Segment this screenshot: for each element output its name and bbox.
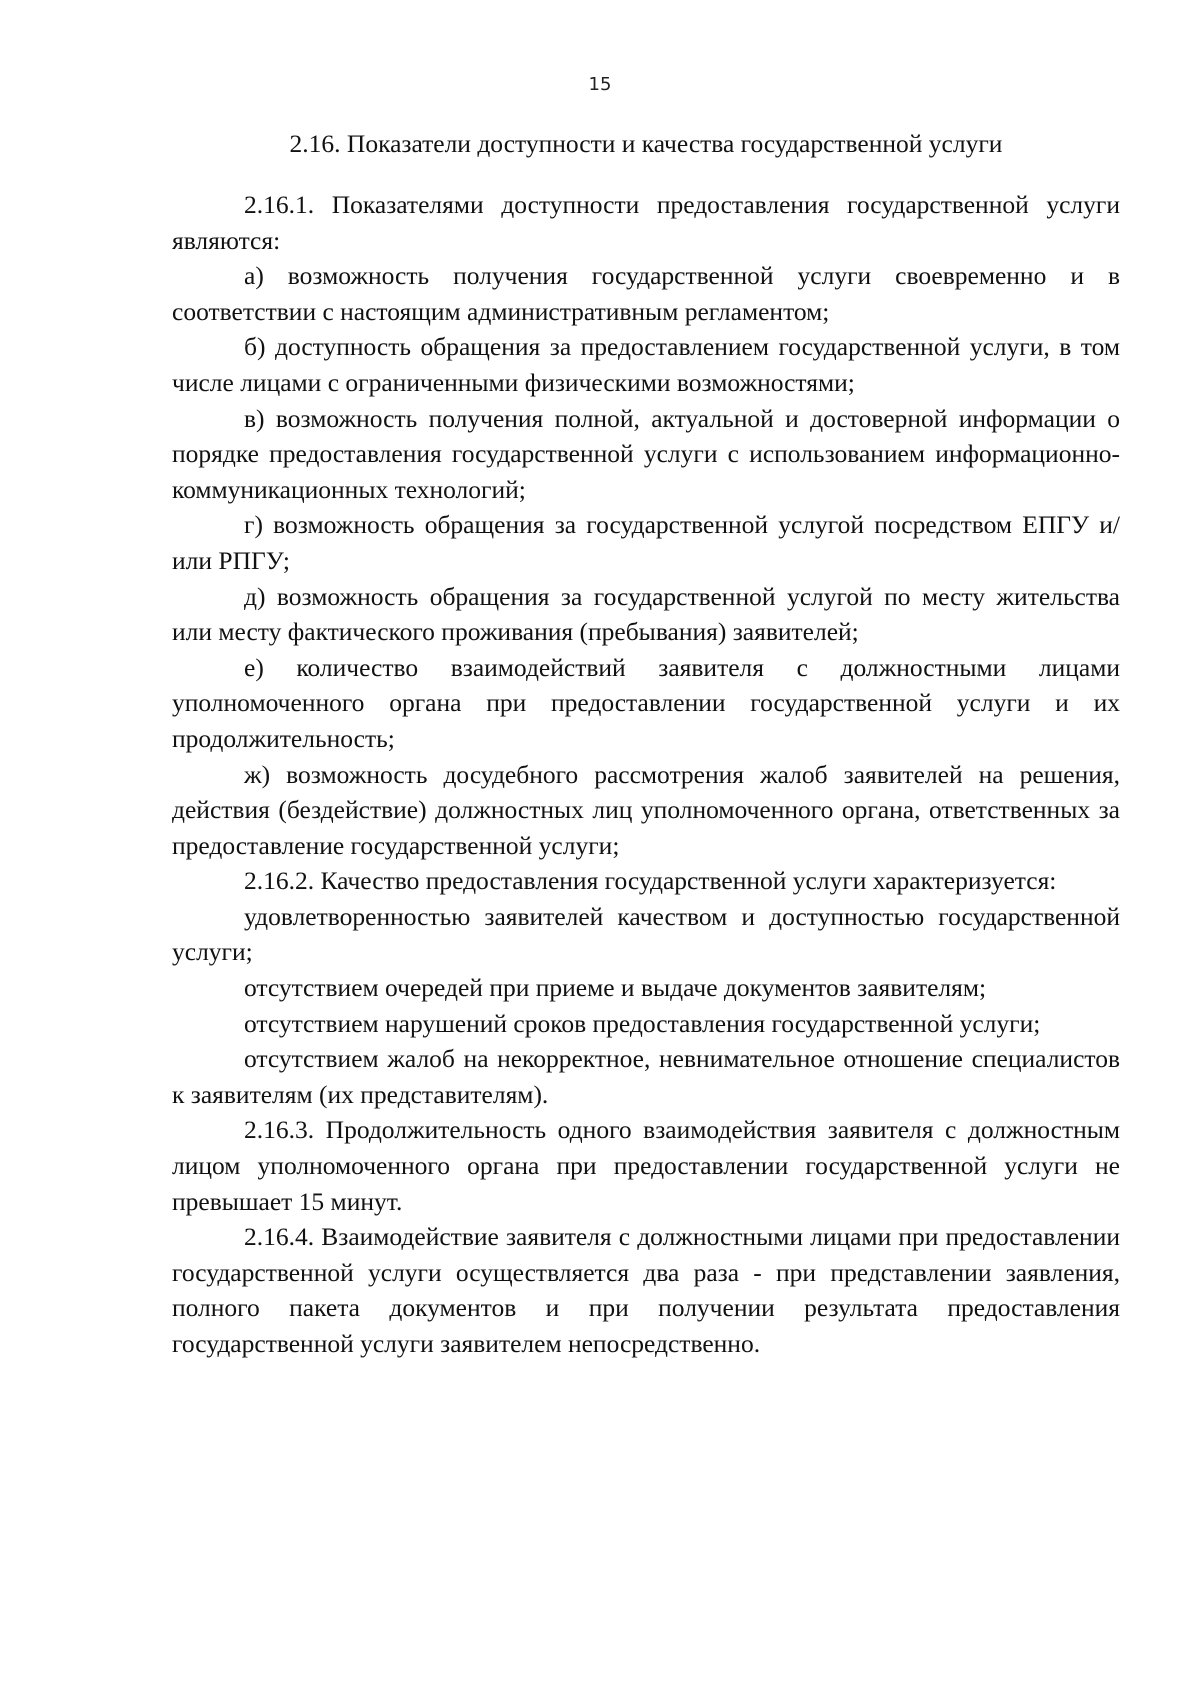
paragraph-2-16-2: 2.16.2. Качество предоставления государственной услуги характеризуется: (244, 866, 1057, 896)
quality-item-no-queues: отсутствием очередей при приеме и выдаче документов заявителям; (244, 973, 987, 1003)
quality-item-no-delays: отсутствием нарушений сроков предоставления государственной услуги; (244, 1008, 1041, 1038)
list-item-d: д) возможность обращения за государственной услугой по месту жительства или месту фактического проживания (пребывания) заявителей; (172, 581, 1120, 647)
quality-item-satisfaction: удовлетворенностью заявителей качеством и доступностью государственной услуги; (172, 901, 1120, 967)
paragraph-2-16-3: 2.16.3. Продолжительность одного взаимодействия заявителя с должностным лицом уполномоченного органа при предоставлении государственной услуги не превышает 15 минут. (172, 1115, 1120, 1216)
quality-item-no-complaints: отсутствием жалоб на некорректное, невнимательное отношение специалистов к заявителям (их представителям). (172, 1044, 1120, 1109)
document-body (172, 187, 1120, 1362)
list-item-v: в) возможность получения полной, актуальной и достоверной информации о порядке предоставления государственной услуги с использованием информационно-коммуникационных технологий; (172, 403, 1120, 504)
paragraph-2-16-4: 2.16.4. Взаимодействие заявителя с должностными лицами при предоставлении государственной услуги осуществляется два раза - при представлении заявления, полного пакета документов и при получении результата предоставления государственной услуги заявителем непосредственно. (172, 1222, 1120, 1358)
section-title: 2.16. Показатели доступности и качества государственной услуги (289, 129, 1003, 158)
list-item-g: г) возможность обращения за государственной услугой посредством ЕПГУ и/или РПГУ; (172, 510, 1120, 575)
list-item-e: е) количество взаимодействий заявителя с должностными лицами уполномоченного органа при предоставлении государственной услуги и их продолжительность; (172, 652, 1120, 753)
paragraph-2-16-1: 2.16.1. Показателями доступности предоставления государственной услуги являются: (172, 190, 1120, 255)
list-item-b: б) доступность обращения за предоставлением государственной услуги, в том числе лицами с ограниченными физическими возможностями; (172, 332, 1120, 397)
list-item-zh: ж) возможность досудебного рассмотрения жалоб заявителей на решения, действия (бездействие) должностных лиц уполномоченного органа, ответственных за предоставление государственной услуги; (172, 759, 1120, 860)
page-number: 15 (588, 74, 612, 95)
list-item-a: а) возможность получения государственной услуги своевременно и в соответствии с настоящим административным регламентом; (172, 261, 1120, 326)
